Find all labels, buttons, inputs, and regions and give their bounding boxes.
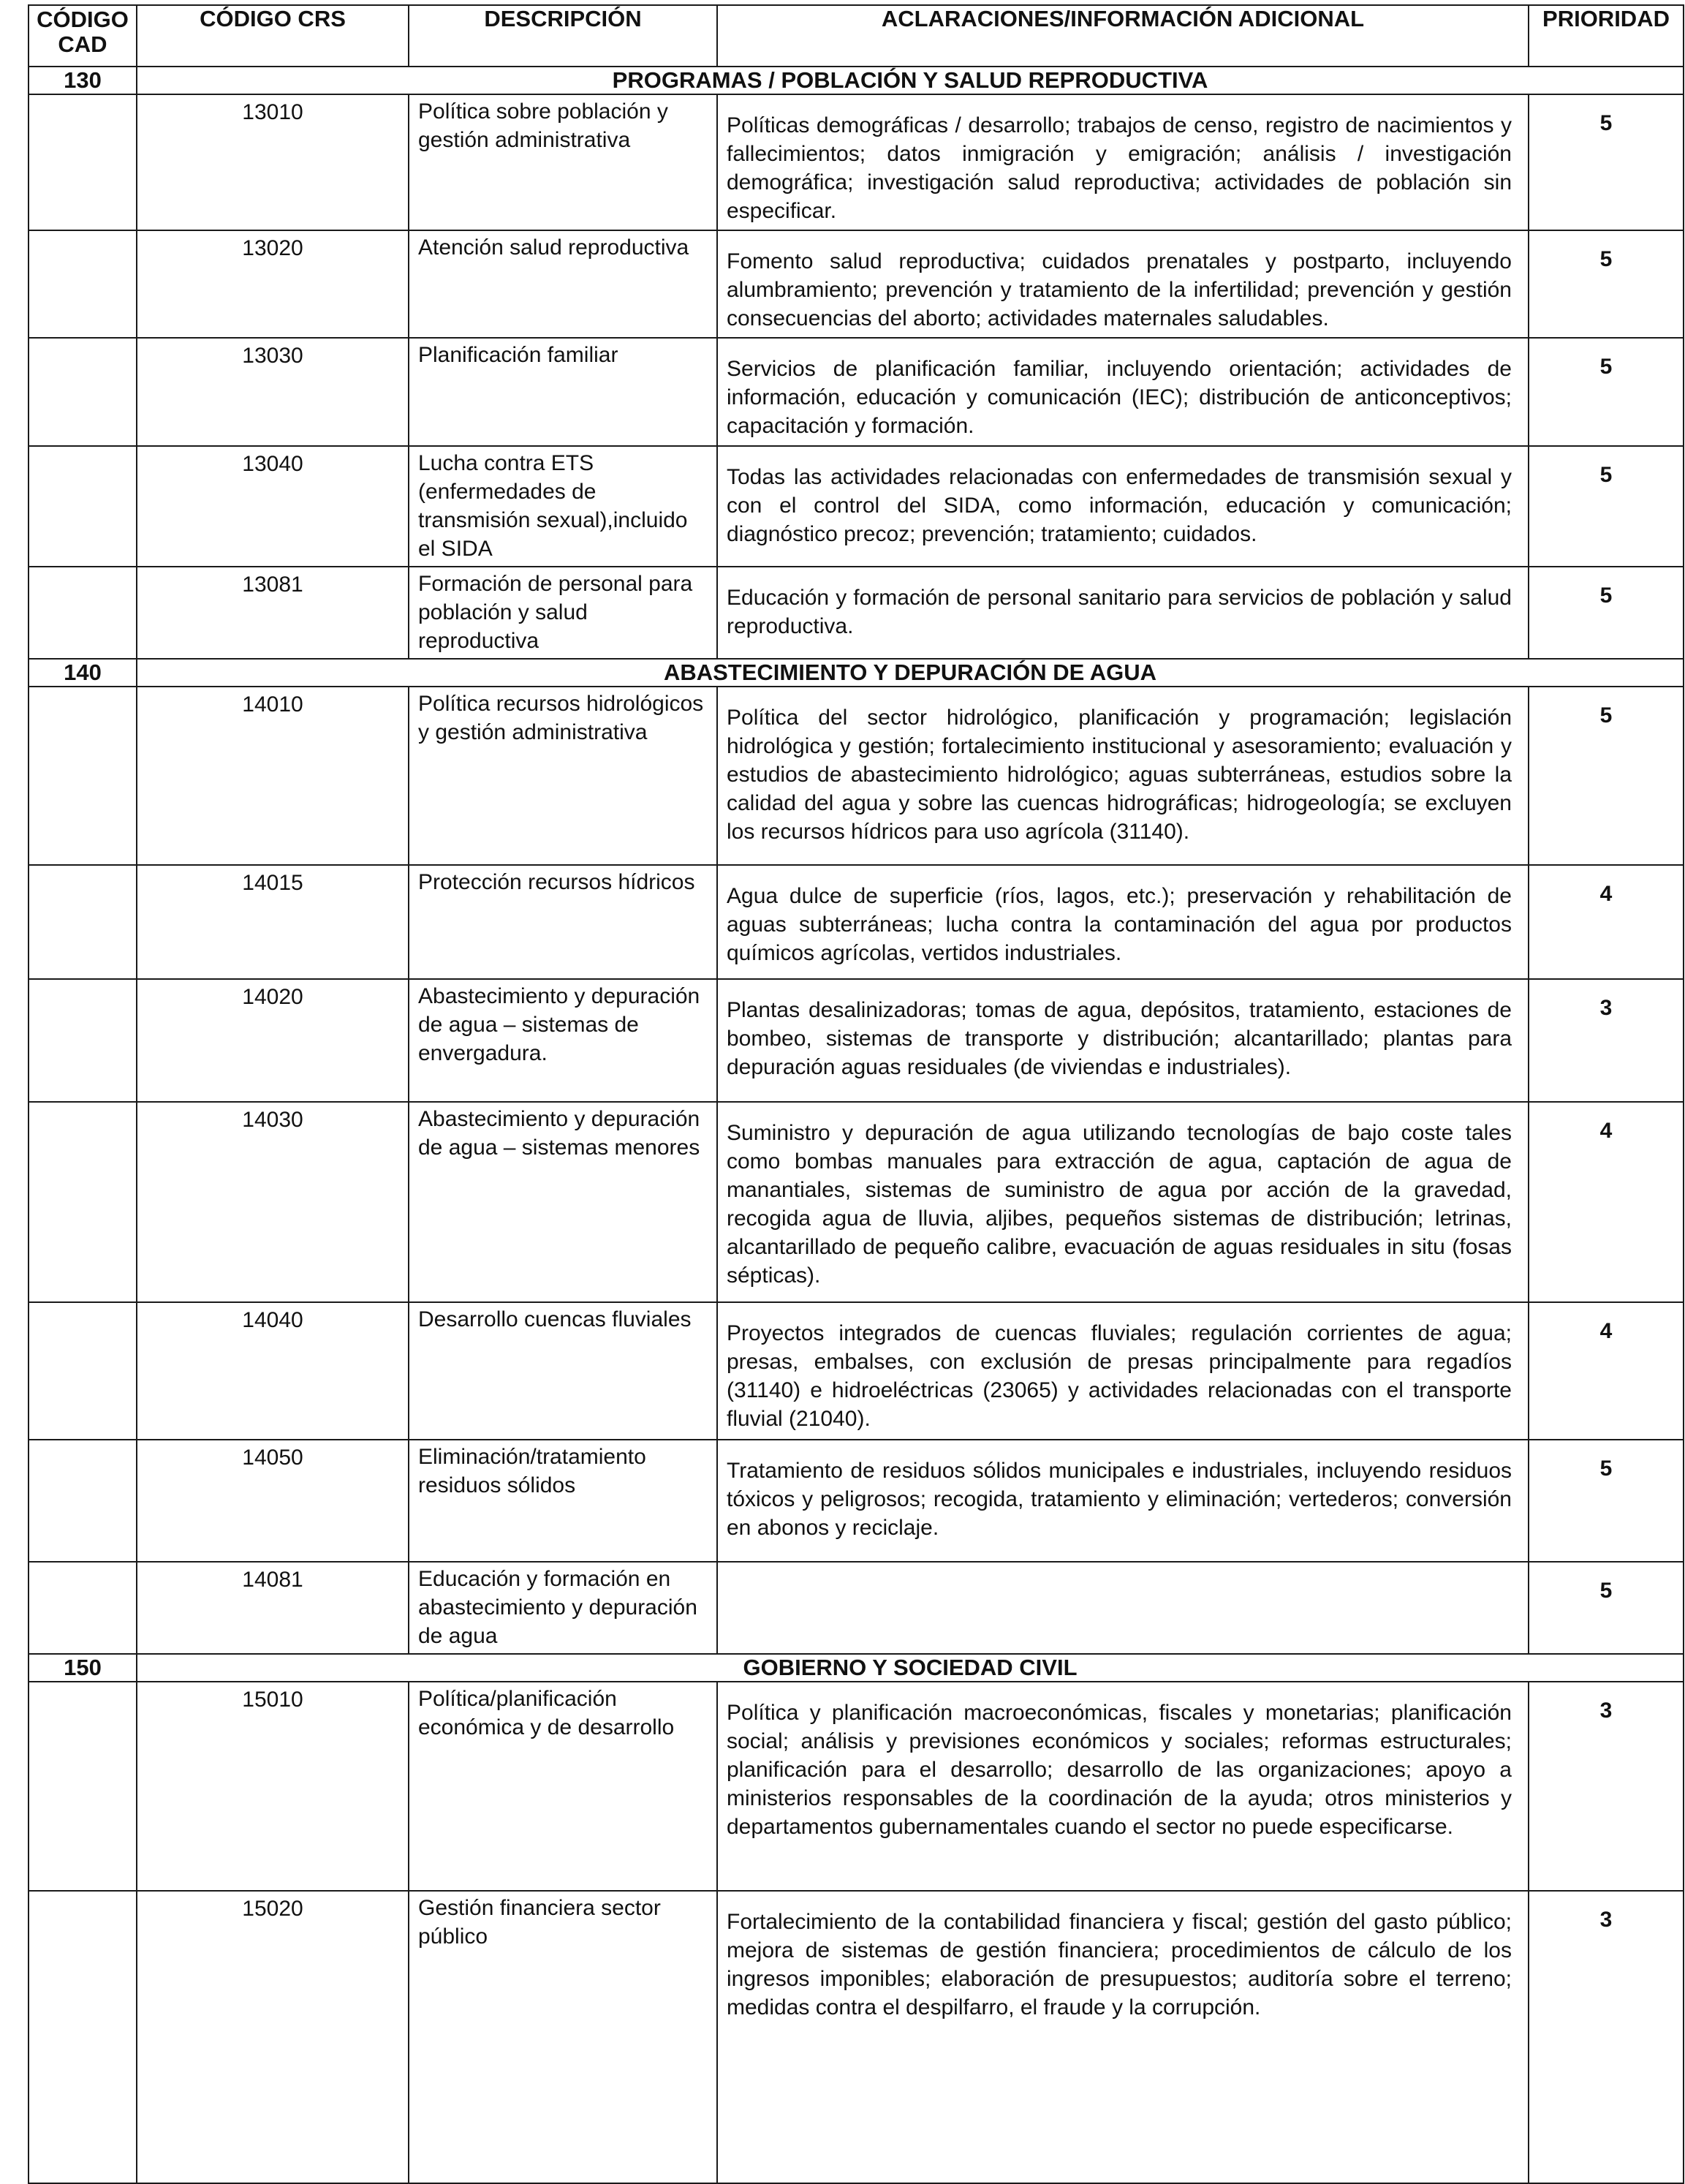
- table-row: [29, 338, 1684, 446]
- priority-cell: 5: [1529, 567, 1684, 659]
- cad-cell-empty: [29, 1682, 137, 1891]
- table-row: [29, 446, 1684, 567]
- additional-info-cell: Educación y formación de personal sanitario para servicios de población y salud reproductiva.: [717, 567, 1529, 659]
- priority-cell: 3: [1529, 1891, 1684, 2183]
- header-cad: CÓDIGO CAD: [29, 5, 137, 67]
- cad-cell-empty: [29, 1891, 137, 2183]
- header-crs: CÓDIGO CRS: [137, 5, 409, 67]
- table-row: [29, 979, 1684, 1102]
- description-cell: Política/planificación económica y de desarrollo: [409, 1682, 717, 1891]
- group-title: GOBIERNO Y SOCIEDAD CIVIL: [137, 1654, 1684, 1682]
- description-cell: Formación de personal para población y salud reproductiva: [409, 567, 717, 659]
- additional-info-cell: Políticas demográficas / desarrollo; trabajos de censo, registro de nacimientos y fallecimientos; datos inmigración y emigración; análisis / investigación demográfica; investigación salud reproductiva; actividades de población sin especificar.: [717, 94, 1529, 230]
- description-cell: Política sobre población y gestión administrativa: [409, 94, 717, 230]
- group-cad-code: 150: [29, 1654, 137, 1682]
- crs-code-cell: 15010: [137, 1682, 409, 1891]
- group-title: ABASTECIMIENTO Y DEPURACIÓN DE AGUA: [137, 659, 1684, 687]
- table-body: [29, 67, 1684, 2183]
- sector-codes-table: [28, 4, 1684, 2184]
- crs-code-cell: 14010: [137, 687, 409, 865]
- description-cell: Protección recursos hídricos: [409, 865, 717, 979]
- cad-cell-empty: [29, 687, 137, 865]
- additional-info-cell: Todas las actividades relacionadas con enfermedades de transmisión sexual y con el control del SIDA, como información, educación y comunicación; diagnóstico precoz; prevención; tratamiento; cuidados.: [717, 446, 1529, 567]
- priority-cell: 5: [1529, 338, 1684, 446]
- crs-code-cell: 14020: [137, 979, 409, 1102]
- header-prioridad: PRIORIDAD: [1529, 5, 1684, 67]
- description-cell: Abastecimiento y depuración de agua – sistemas de envergadura.: [409, 979, 717, 1102]
- additional-info-cell: Tratamiento de residuos sólidos municipales e industriales, incluyendo residuos tóxicos y peligrosos; recogida, tratamiento y eliminación; vertederos; conversión en abonos y reciclaje.: [717, 1440, 1529, 1562]
- group-header-row: [29, 67, 1684, 94]
- group-cad-code: 140: [29, 659, 137, 687]
- additional-info-cell: Política del sector hidrológico, planificación y programación; legislación hidrológica y gestión; fortalecimiento institucional y asesoramiento; evaluación y estudios de abastecimiento hidrológico; aguas subterráneas, estudios sobre la calidad del agua y sobre las cuencas hidrográficas; hidrogeología; se excluyen los recursos hídricos para uso agrícola (31140).: [717, 687, 1529, 865]
- cad-cell-empty: [29, 1440, 137, 1562]
- group-header-row: [29, 659, 1684, 687]
- cad-cell-empty: [29, 1562, 137, 1654]
- priority-cell: 4: [1529, 1102, 1684, 1302]
- description-cell: Eliminación/tratamiento residuos sólidos: [409, 1440, 717, 1562]
- crs-code-cell: 13040: [137, 446, 409, 567]
- crs-code-cell: 14030: [137, 1102, 409, 1302]
- description-cell: Política recursos hidrológicos y gestión administrativa: [409, 687, 717, 865]
- table-row: [29, 567, 1684, 659]
- crs-code-cell: 15020: [137, 1891, 409, 2183]
- priority-cell: 3: [1529, 979, 1684, 1102]
- priority-cell: 5: [1529, 446, 1684, 567]
- additional-info-cell: Fomento salud reproductiva; cuidados prenatales y postparto, incluyendo alumbramiento; prevención y tratamiento de la infertilidad; prevención y gestión consecuencias del aborto; actividades maternales saludables.: [717, 230, 1529, 338]
- cad-cell-empty: [29, 446, 137, 567]
- table-row: [29, 1440, 1684, 1562]
- cad-cell-empty: [29, 94, 137, 230]
- priority-cell: 5: [1529, 1562, 1684, 1654]
- priority-cell: 4: [1529, 1302, 1684, 1440]
- priority-cell: 5: [1529, 94, 1684, 230]
- header-aclaraciones: ACLARACIONES/INFORMACIÓN ADICIONAL: [717, 5, 1529, 67]
- table-row: [29, 1562, 1684, 1654]
- table-row: [29, 687, 1684, 865]
- additional-info-cell: Suministro y depuración de agua utilizando tecnologías de bajo coste tales como bombas manuales para extracción de agua, captación de agua de manantiales, sistemas de suministro de agua por acción de la gravedad, recogida agua de lluvia, aljibes, pequeños sistemas de distribución; letrinas, alcantarillado de pequeño calibre, evacuación de aguas residuales in situ (fosas sépticas).: [717, 1102, 1529, 1302]
- crs-code-cell: 14050: [137, 1440, 409, 1562]
- crs-code-cell: 13081: [137, 567, 409, 659]
- description-cell: Atención salud reproductiva: [409, 230, 717, 338]
- table-row: [29, 230, 1684, 338]
- cad-cell-empty: [29, 865, 137, 979]
- description-cell: Planificación familiar: [409, 338, 717, 446]
- cad-cell-empty: [29, 979, 137, 1102]
- cad-cell-empty: [29, 1102, 137, 1302]
- table-row: [29, 865, 1684, 979]
- priority-cell: 4: [1529, 865, 1684, 979]
- header-descripcion: DESCRIPCIÓN: [409, 5, 717, 67]
- priority-cell: 5: [1529, 687, 1684, 865]
- additional-info-cell: Proyectos integrados de cuencas fluviales; regulación corrientes de agua; presas, embalses, con exclusión de presas principalmente para regadíos (31140) e hidroeléctricas (23065) y actividades relacionadas con el transporte fluvial (21040).: [717, 1302, 1529, 1440]
- group-title: PROGRAMAS / POBLACIÓN Y SALUD REPRODUCTIVA: [137, 67, 1684, 94]
- description-cell: Educación y formación en abastecimiento y depuración de agua: [409, 1562, 717, 1654]
- additional-info-cell: [717, 1562, 1529, 1654]
- description-cell: Gestión financiera sector público: [409, 1891, 717, 2183]
- description-cell: Abastecimiento y depuración de agua – sistemas menores: [409, 1102, 717, 1302]
- table-row: [29, 94, 1684, 230]
- priority-cell: 3: [1529, 1682, 1684, 1891]
- cad-cell-empty: [29, 230, 137, 338]
- table-row: [29, 1891, 1684, 2183]
- cad-cell-empty: [29, 567, 137, 659]
- crs-code-cell: 13020: [137, 230, 409, 338]
- description-cell: Lucha contra ETS (enfermedades de transmisión sexual),incluido el SIDA: [409, 446, 717, 567]
- crs-code-cell: 14015: [137, 865, 409, 979]
- crs-code-cell: 13030: [137, 338, 409, 446]
- cad-cell-empty: [29, 1302, 137, 1440]
- crs-code-cell: 14040: [137, 1302, 409, 1440]
- description-cell: Desarrollo cuencas fluviales: [409, 1302, 717, 1440]
- additional-info-cell: Agua dulce de superficie (ríos, lagos, etc.); preservación y rehabilitación de aguas subterráneas; lucha contra la contaminación del agua por productos químicos agrícolas, vertidos industriales.: [717, 865, 1529, 979]
- table-row: [29, 1102, 1684, 1302]
- header-row: [29, 5, 1684, 67]
- crs-code-cell: 13010: [137, 94, 409, 230]
- cad-cell-empty: [29, 338, 137, 446]
- table-row: [29, 1682, 1684, 1891]
- additional-info-cell: Política y planificación macroeconómicas, fiscales y monetarias; planificación social; análisis y previsiones económicos y sociales; reformas estructurales; planificación para el desarrollo; desarrollo de las organizaciones; apoyo a ministerios responsables de la coordinación de la ayuda; otros ministerios y departamentos gubernamentales cuando el sector no puede especificarse.: [717, 1682, 1529, 1891]
- group-cad-code: 130: [29, 67, 137, 94]
- additional-info-cell: Fortalecimiento de la contabilidad financiera y fiscal; gestión del gasto público; mejora de sistemas de gestión financiera; procedimientos de cálculo de los ingresos imponibles; elaboración de presupuestos; auditoría sobre el terreno; medidas contra el despilfarro, el fraude y la corrupción.: [717, 1891, 1529, 2183]
- priority-cell: 5: [1529, 230, 1684, 338]
- crs-code-cell: 14081: [137, 1562, 409, 1654]
- priority-cell: 5: [1529, 1440, 1684, 1562]
- table-row: [29, 1302, 1684, 1440]
- group-header-row: [29, 1654, 1684, 1682]
- additional-info-cell: Servicios de planificación familiar, incluyendo orientación; actividades de información, educación y comunicación (IEC); distribución de anticonceptivos; capacitación y formación.: [717, 338, 1529, 446]
- additional-info-cell: Plantas desalinizadoras; tomas de agua, depósitos, tratamiento, estaciones de bombeo, sistemas de transporte y distribución; alcantarillado; plantas para depuración aguas residuales (de viviendas e industriales).: [717, 979, 1529, 1102]
